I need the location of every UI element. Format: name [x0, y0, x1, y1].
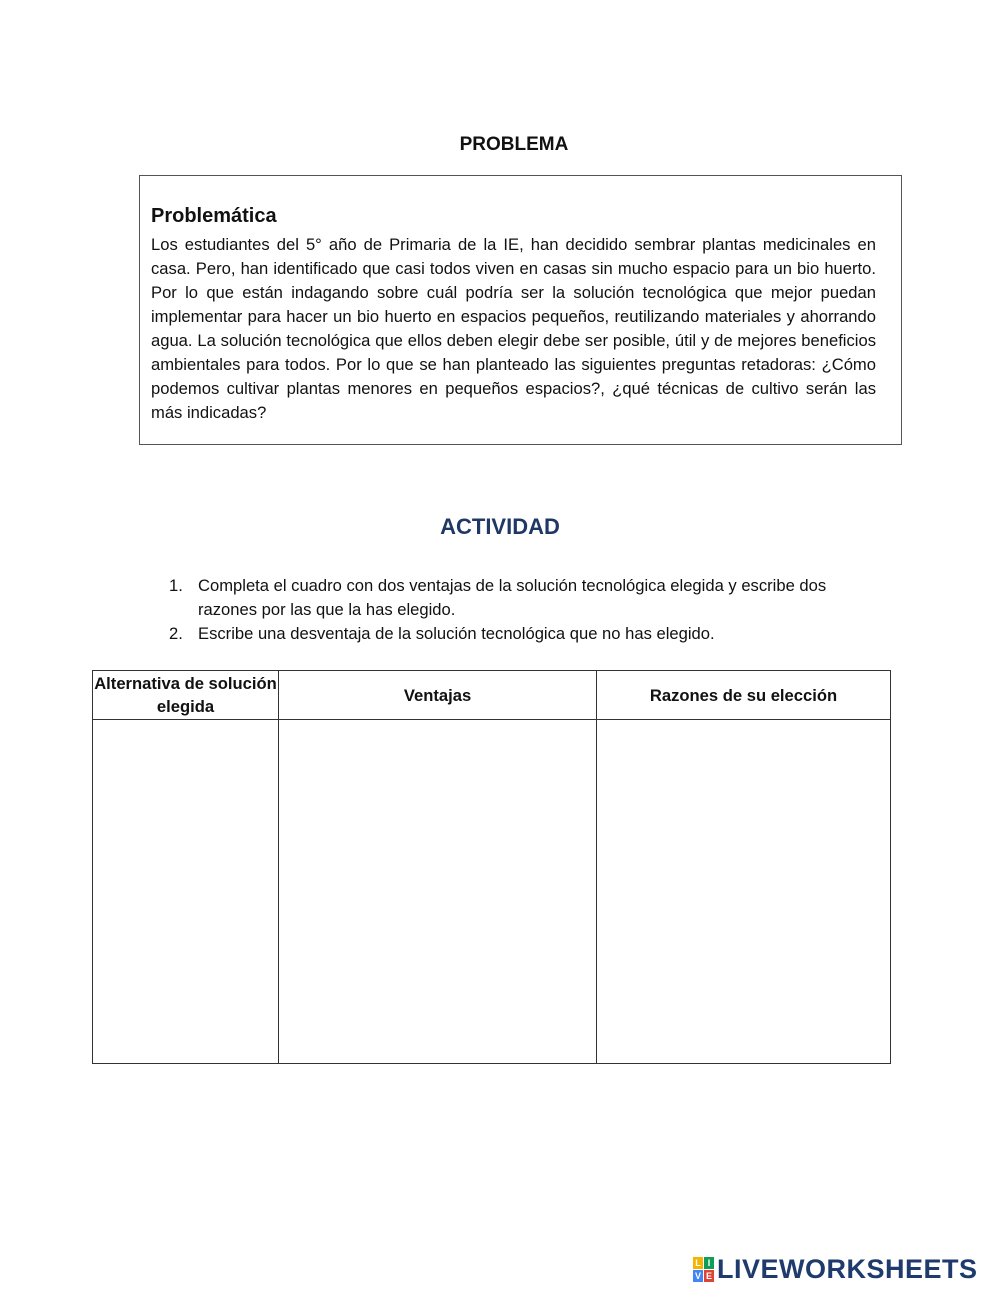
- header-razones: Razones de su elección: [597, 671, 891, 720]
- logo-mark-letter: V: [694, 1270, 701, 1281]
- logo-mark-letter: E: [705, 1270, 712, 1281]
- actividad-title: ACTIVIDAD: [440, 514, 560, 539]
- problema-title: PROBLEMA: [459, 134, 569, 155]
- instructions-list: [163, 574, 863, 646]
- answer-cell-razones[interactable]: [597, 720, 891, 1064]
- instruction-text: Completa el cuadro con dos ventajas de la solución tecnológica elegida y escribe dos razones por las que la has elegido.: [198, 576, 827, 619]
- logo-mark-icon: [693, 1257, 714, 1282]
- answer-cell-ventajas[interactable]: [279, 720, 597, 1064]
- answer-cell-alternativa[interactable]: [93, 720, 279, 1064]
- answer-table: [92, 670, 891, 1064]
- table-row: [93, 720, 891, 1064]
- logo-text: LIVEWORKSHEETS: [717, 1253, 978, 1284]
- logo-mark-letter: I: [704, 1257, 714, 1269]
- instruction-item: [163, 574, 863, 622]
- instruction-text: Escribe una desventaja de la solución tecnológica que no has elegido.: [198, 624, 715, 643]
- header-alternativa: Alternativa de solución elegida: [93, 671, 279, 720]
- problem-heading: Problemática: [151, 205, 277, 227]
- header-ventajas: Ventajas: [279, 671, 597, 720]
- liveworksheets-logo: [693, 1255, 978, 1283]
- instruction-item: [163, 622, 863, 646]
- instruction-number: 2.: [169, 624, 183, 643]
- logo-mark-letter: L: [693, 1257, 703, 1269]
- instruction-number: 1.: [169, 576, 183, 595]
- problem-box: [139, 175, 902, 445]
- problem-text: Los estudiantes del 5° año de Primaria de la IE, han decidido sembrar plantas medicinales en casa. Pero, han identificado que casi todos viven en casas sin mucho espacio para un bio huerto. Por lo que están indagando sobre cuál podría ser la solución tecnológica que mejor puedan implementar para hacer un bio huerto en espacios pequeños, reutilizando materiales y ahorrando agua. La solución tecnológica que ellos deben elegir debe ser posible, útil y de mejores beneficios ambientales para todos. Por lo que se han planteado las siguientes preguntas retadoras: ¿Cómo podemos cultivar plantas menores en pequeños espacios?, ¿qué técnicas de cultivo serán las más indicadas?: [151, 235, 876, 422]
- table-header-row: [93, 671, 891, 720]
